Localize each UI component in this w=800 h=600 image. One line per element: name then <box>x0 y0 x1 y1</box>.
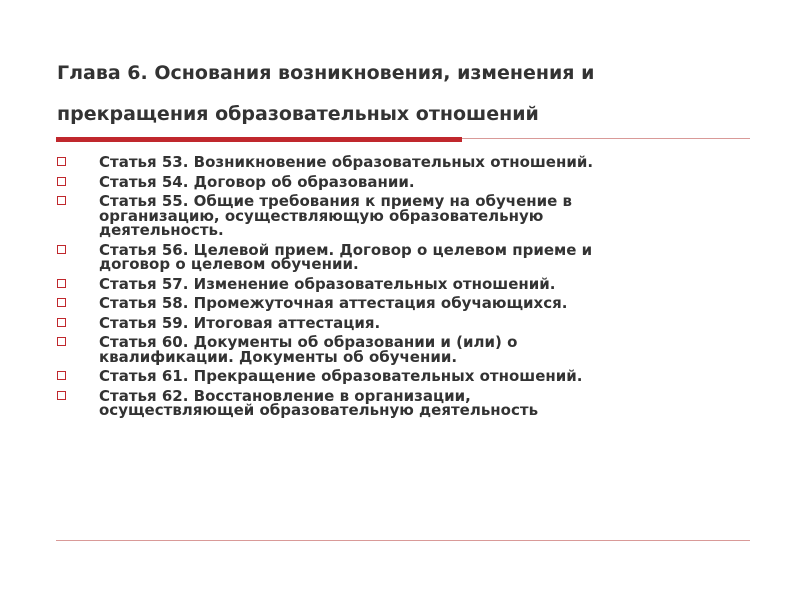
article-list <box>56 155 736 423</box>
list-item-text-line: Статья 56. Целевой прием. Договор о целевом приеме и <box>99 240 593 259</box>
hollow-square-icon <box>57 196 66 205</box>
list-item <box>56 172 736 191</box>
title-underline-thick <box>56 137 462 142</box>
list-item <box>56 313 736 332</box>
hollow-square-icon <box>57 245 66 254</box>
list-item-text-line: организацию, осуществляющую образовательную <box>99 206 544 225</box>
slide-title-line-1: Глава 6. Основания возникновения, изменения и <box>57 62 595 84</box>
list-item-text-line: Статья 55. Общие требования к приему на обучение в <box>99 192 573 210</box>
list-item-text: Статья 59. Итоговая аттестация. <box>99 313 381 332</box>
hollow-square-icon <box>57 298 66 307</box>
hollow-square-icon <box>57 279 66 288</box>
list-item <box>56 386 736 419</box>
list-item-text-line: осуществляющей образовательную деятельность <box>99 401 539 419</box>
list-item <box>56 274 736 293</box>
list-item-text: Статья 61. Прекращение образовательных отношений. <box>99 367 583 385</box>
list-item-text: Статья 57. Изменение образовательных отношений. <box>99 274 556 293</box>
list-item-text: Статья 58. Промежуточная аттестация обучающихся. <box>99 294 568 312</box>
footer-divider <box>56 540 750 541</box>
list-item-text: Статья 53. Возникновение образовательных отношений. <box>99 153 594 171</box>
hollow-square-icon <box>57 318 66 327</box>
title-underline-thin <box>462 138 750 139</box>
hollow-square-icon <box>57 157 66 166</box>
list-item-text: Статья 54. Договор об образовании. <box>99 172 415 191</box>
list-item-text-line: Статья 60. Документы об образовании и (или) о <box>99 333 518 351</box>
list-item-text-line: Статья 62. Восстановление в организации, <box>99 386 471 405</box>
hollow-square-icon <box>57 337 66 346</box>
list-item <box>56 369 736 384</box>
list-item <box>56 335 736 364</box>
hollow-square-icon <box>57 371 66 380</box>
list-item <box>56 296 736 311</box>
hollow-square-icon <box>57 391 66 400</box>
list-item <box>56 240 736 273</box>
slide-title-line-2: прекращения образовательных отношений <box>57 103 539 125</box>
list-item-text-line: квалификации. Документы об обучении. <box>99 347 458 366</box>
hollow-square-icon <box>57 177 66 186</box>
list-item-text-line: договор о целевом обучении. <box>99 255 359 273</box>
list-item-text-line: деятельность. <box>99 221 224 239</box>
list-item <box>56 155 736 170</box>
list-item <box>56 194 736 238</box>
